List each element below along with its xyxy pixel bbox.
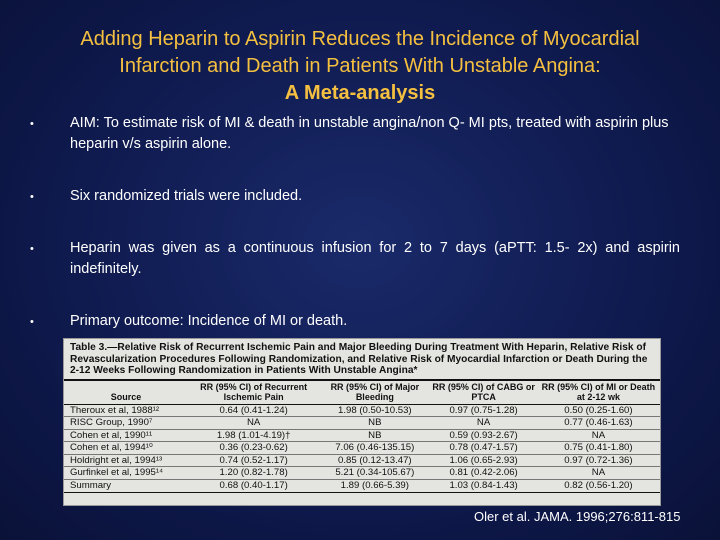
title-line-2: Infarction and Death in Patients With Unstable Angina: bbox=[119, 55, 601, 77]
table-row bbox=[64, 404, 660, 417]
table-cell: NB bbox=[319, 417, 430, 430]
bullet-text: Heparin was given as a continuous infusion for 2 to 7 days (aPTT: 1.5- 2x) and aspirin indefinitely. bbox=[70, 240, 680, 277]
table-cell-source: RISC Group, 1990⁷ bbox=[64, 417, 188, 430]
table-cell: NA bbox=[430, 417, 537, 430]
table-cell: 0.97 (0.72-1.36) bbox=[537, 454, 660, 467]
table-cell: 5.21 (0.34-105.67) bbox=[319, 467, 430, 480]
table-cell: 0.77 (0.46-1.63) bbox=[537, 417, 660, 430]
bullet-marker: • bbox=[30, 191, 34, 203]
table-row bbox=[64, 480, 660, 493]
bullet-item bbox=[30, 186, 680, 208]
column-header: RR (95% CI) of MI or Death at 2-12 wk bbox=[537, 381, 660, 405]
table-cell-source: Cohen et al, 1994¹⁰ bbox=[64, 442, 188, 455]
table-cell: 0.82 (0.56-1.20) bbox=[537, 480, 660, 493]
bullet-marker: • bbox=[30, 243, 34, 255]
bullet-item bbox=[30, 311, 680, 333]
title-line-1: Adding Heparin to Aspirin Reduces the Incidence of Myocardial bbox=[80, 28, 640, 50]
results-table bbox=[64, 381, 660, 493]
bullet-text: Six randomized trials were included. bbox=[70, 188, 303, 204]
slide-title bbox=[40, 26, 680, 107]
table-cell: 1.98 (0.50-10.53) bbox=[319, 404, 430, 417]
table-cell: 1.98 (1.01-4.19)† bbox=[188, 429, 319, 442]
table-cell-source: Theroux et al, 1988¹² bbox=[64, 404, 188, 417]
bullet-text: AIM: To estimate risk of MI & death in unstable angina/non Q- MI pts, treated with aspirin plus heparin v/s aspirin alone. bbox=[70, 115, 669, 152]
column-header: RR (95% CI) of CABG or PTCA bbox=[430, 381, 537, 405]
bullet-item bbox=[30, 238, 680, 280]
table-cell: 0.68 (0.40-1.17) bbox=[188, 480, 319, 493]
table-cell: 0.75 (0.41-1.80) bbox=[537, 442, 660, 455]
table-cell: 0.59 (0.93-2.67) bbox=[430, 429, 537, 442]
table-cell-source: Gurfinkel et al, 1995¹⁴ bbox=[64, 467, 188, 480]
table-header-row bbox=[64, 381, 660, 405]
results-table-figure bbox=[63, 338, 661, 506]
table-cell: NA bbox=[537, 467, 660, 480]
table-cell-source: Cohen et al, 1990¹¹ bbox=[64, 429, 188, 442]
table-cell: 1.06 (0.65-2.93) bbox=[430, 454, 537, 467]
bullet-marker: • bbox=[30, 316, 34, 328]
bullet-text: Primary outcome: Incidence of MI or death. bbox=[70, 313, 348, 329]
table-row bbox=[64, 429, 660, 442]
table-cell: 0.85 (0.12-13.47) bbox=[319, 454, 430, 467]
table-row bbox=[64, 417, 660, 430]
bullet-marker: • bbox=[30, 118, 34, 130]
title-line-3: A Meta-analysis bbox=[284, 82, 436, 104]
table-row bbox=[64, 454, 660, 467]
table-row bbox=[64, 467, 660, 480]
table-cell: 1.89 (0.66-5.39) bbox=[319, 480, 430, 493]
table-cell: 0.64 (0.41-1.24) bbox=[188, 404, 319, 417]
column-header: RR (95% CI) of Recurrent Ischemic Pain bbox=[188, 381, 319, 405]
table-cell: 0.78 (0.47-1.57) bbox=[430, 442, 537, 455]
bullet-item bbox=[30, 113, 680, 155]
column-header: Source bbox=[64, 381, 188, 405]
table-cell: 0.36 (0.23-0.62) bbox=[188, 442, 319, 455]
table-caption: Table 3.—Relative Risk of Recurrent Ischemic Pain and Major Bleeding During Treatment With Heparin, Relative Risk of Revascularization Procedures Following Randomization, and Relative Risk of Myocardial Infarction or Death During the 2-12 Weeks Following Randomization in Patients With Unstable Angina* bbox=[64, 339, 660, 381]
table-row bbox=[64, 442, 660, 455]
table-cell: 0.74 (0.52-1.17) bbox=[188, 454, 319, 467]
table-cell: 1.03 (0.84-1.43) bbox=[430, 480, 537, 493]
table-cell: 0.81 (0.42-2.06) bbox=[430, 467, 537, 480]
column-header: RR (95% CI) of Major Bleeding bbox=[319, 381, 430, 405]
table-cell-source: Summary bbox=[64, 480, 188, 493]
table-cell: 0.50 (0.25-1.60) bbox=[537, 404, 660, 417]
table-cell: 7.06 (0.46-135.15) bbox=[319, 442, 430, 455]
table-cell-source: Holdright et al, 1994¹³ bbox=[64, 454, 188, 467]
table-cell: NA bbox=[537, 429, 660, 442]
citation: Oler et al. JAMA. 1996;276:811-815 bbox=[474, 509, 681, 524]
table-cell: NA bbox=[188, 417, 319, 430]
table-cell: 0.97 (0.75-1.28) bbox=[430, 404, 537, 417]
table-cell: NB bbox=[319, 429, 430, 442]
table-cell: 1.20 (0.82-1.78) bbox=[188, 467, 319, 480]
